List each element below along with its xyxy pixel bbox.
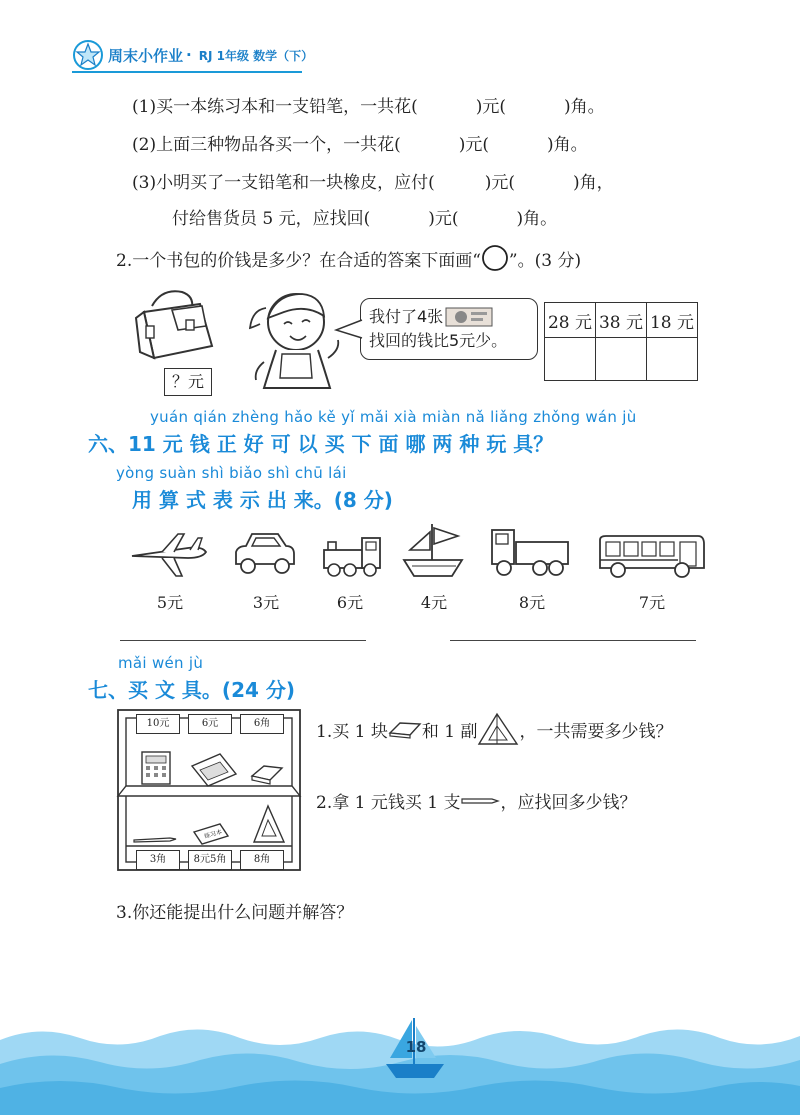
- stationery-question-3: 3.你还能提出什么问题并解答？: [116, 903, 354, 923]
- shelf-price-tag: 6角: [240, 714, 284, 734]
- circle-icon: [481, 244, 509, 272]
- answer-line[interactable]: [120, 640, 366, 641]
- car-icon: [232, 530, 298, 578]
- toy-price: 4元: [420, 593, 448, 612]
- page-number: 18: [405, 1038, 427, 1056]
- toy-price: 3元: [252, 593, 280, 612]
- option-cell: 28 元: [545, 303, 596, 338]
- airplane-icon: [128, 530, 208, 580]
- toy-price: 7元: [638, 593, 666, 612]
- option-cell: 38 元: [596, 303, 647, 338]
- answer-cell[interactable]: [596, 338, 647, 381]
- question-3-continued: 付给售货员 5 元，应找回( )元( )角。: [172, 209, 558, 229]
- header-separator: ·: [186, 46, 192, 64]
- section-7-title: 七、买 文 具。(24 分): [88, 678, 296, 702]
- set-square-icon: [477, 712, 519, 746]
- stationery-shelf: [116, 708, 302, 872]
- speech-bubble: [360, 298, 538, 360]
- series-title: 周末小作业: [108, 46, 184, 65]
- toy-price: 6元: [336, 593, 364, 612]
- bus-icon: [598, 532, 706, 580]
- boat-icon: [402, 520, 464, 580]
- question-3: (3)小明买了一支铅笔和一块橡皮，应付( )元( )角，: [132, 173, 614, 193]
- banknote-icon: [445, 306, 493, 328]
- speech-line-1: 我付了4张: [369, 307, 444, 326]
- page-header: [72, 38, 313, 72]
- train-icon: [322, 532, 384, 578]
- stationery-question-1: 1.买 1 块 和 1 副 ，一共需要多少钱？: [316, 712, 672, 746]
- answer-cell[interactable]: [545, 338, 596, 381]
- shelf-price-tag: 8角: [240, 850, 284, 870]
- schoolbag-question: 2.一个书包的价钱是多少？在合适的答案下面画“ ”。(3 分): [116, 244, 581, 272]
- shelf-price-tag: 6元: [188, 714, 232, 734]
- pencil-icon: [460, 795, 500, 807]
- shelf-price-tag: 8元5角: [188, 850, 232, 870]
- section-7-pinyin: mǎi wén jù: [118, 654, 204, 672]
- notebook-label: 练习本: [203, 828, 223, 841]
- section-6-pinyin-2: yòng suàn shì biǎo shì chū lái: [116, 464, 347, 482]
- star-logo-icon: [72, 39, 104, 71]
- section-6-pinyin: yuán qián zhèng hǎo kě yǐ mǎi xià miàn nǎ liǎng zhǒng wán jù: [150, 408, 637, 426]
- toy-price: 5元: [156, 593, 184, 612]
- schoolbag-icon: [132, 286, 222, 366]
- header-rule: [72, 71, 302, 73]
- shelf-price-tag: 10元: [136, 714, 180, 734]
- answer-cell[interactable]: [647, 338, 698, 381]
- edition-label: RJ 1年级 数学（下）: [198, 48, 314, 63]
- answer-line[interactable]: [450, 640, 696, 641]
- question-2: (2)上面三种物品各买一个，一共花( )元( )角。: [132, 135, 588, 155]
- stationery-question-2: 2.拿 1 元钱买 1 支 ，应找回多少钱？: [316, 793, 637, 813]
- question-1: (1)买一本练习本和一支铅笔，一共花( )元( )角。: [132, 97, 605, 117]
- option-cell: 18 元: [647, 303, 698, 338]
- shelf-price-tag: 3角: [136, 850, 180, 870]
- price-options-table: [544, 302, 698, 381]
- speech-line-2: 找回的钱比5元少。: [369, 331, 508, 350]
- section-6-title-2: 用 算 式 表 示 出 来。(8 分): [132, 488, 393, 512]
- price-tag: ？元: [164, 368, 212, 396]
- eraser-icon: [388, 719, 422, 739]
- section-6-title: 六、11 元 钱 正 好 可 以 买 下 面 哪 两 种 玩 具？: [88, 432, 554, 456]
- toy-price: 8元: [518, 593, 546, 612]
- girl-icon: [246, 288, 346, 392]
- truck-icon: [490, 526, 572, 578]
- bubble-tail: [334, 318, 364, 342]
